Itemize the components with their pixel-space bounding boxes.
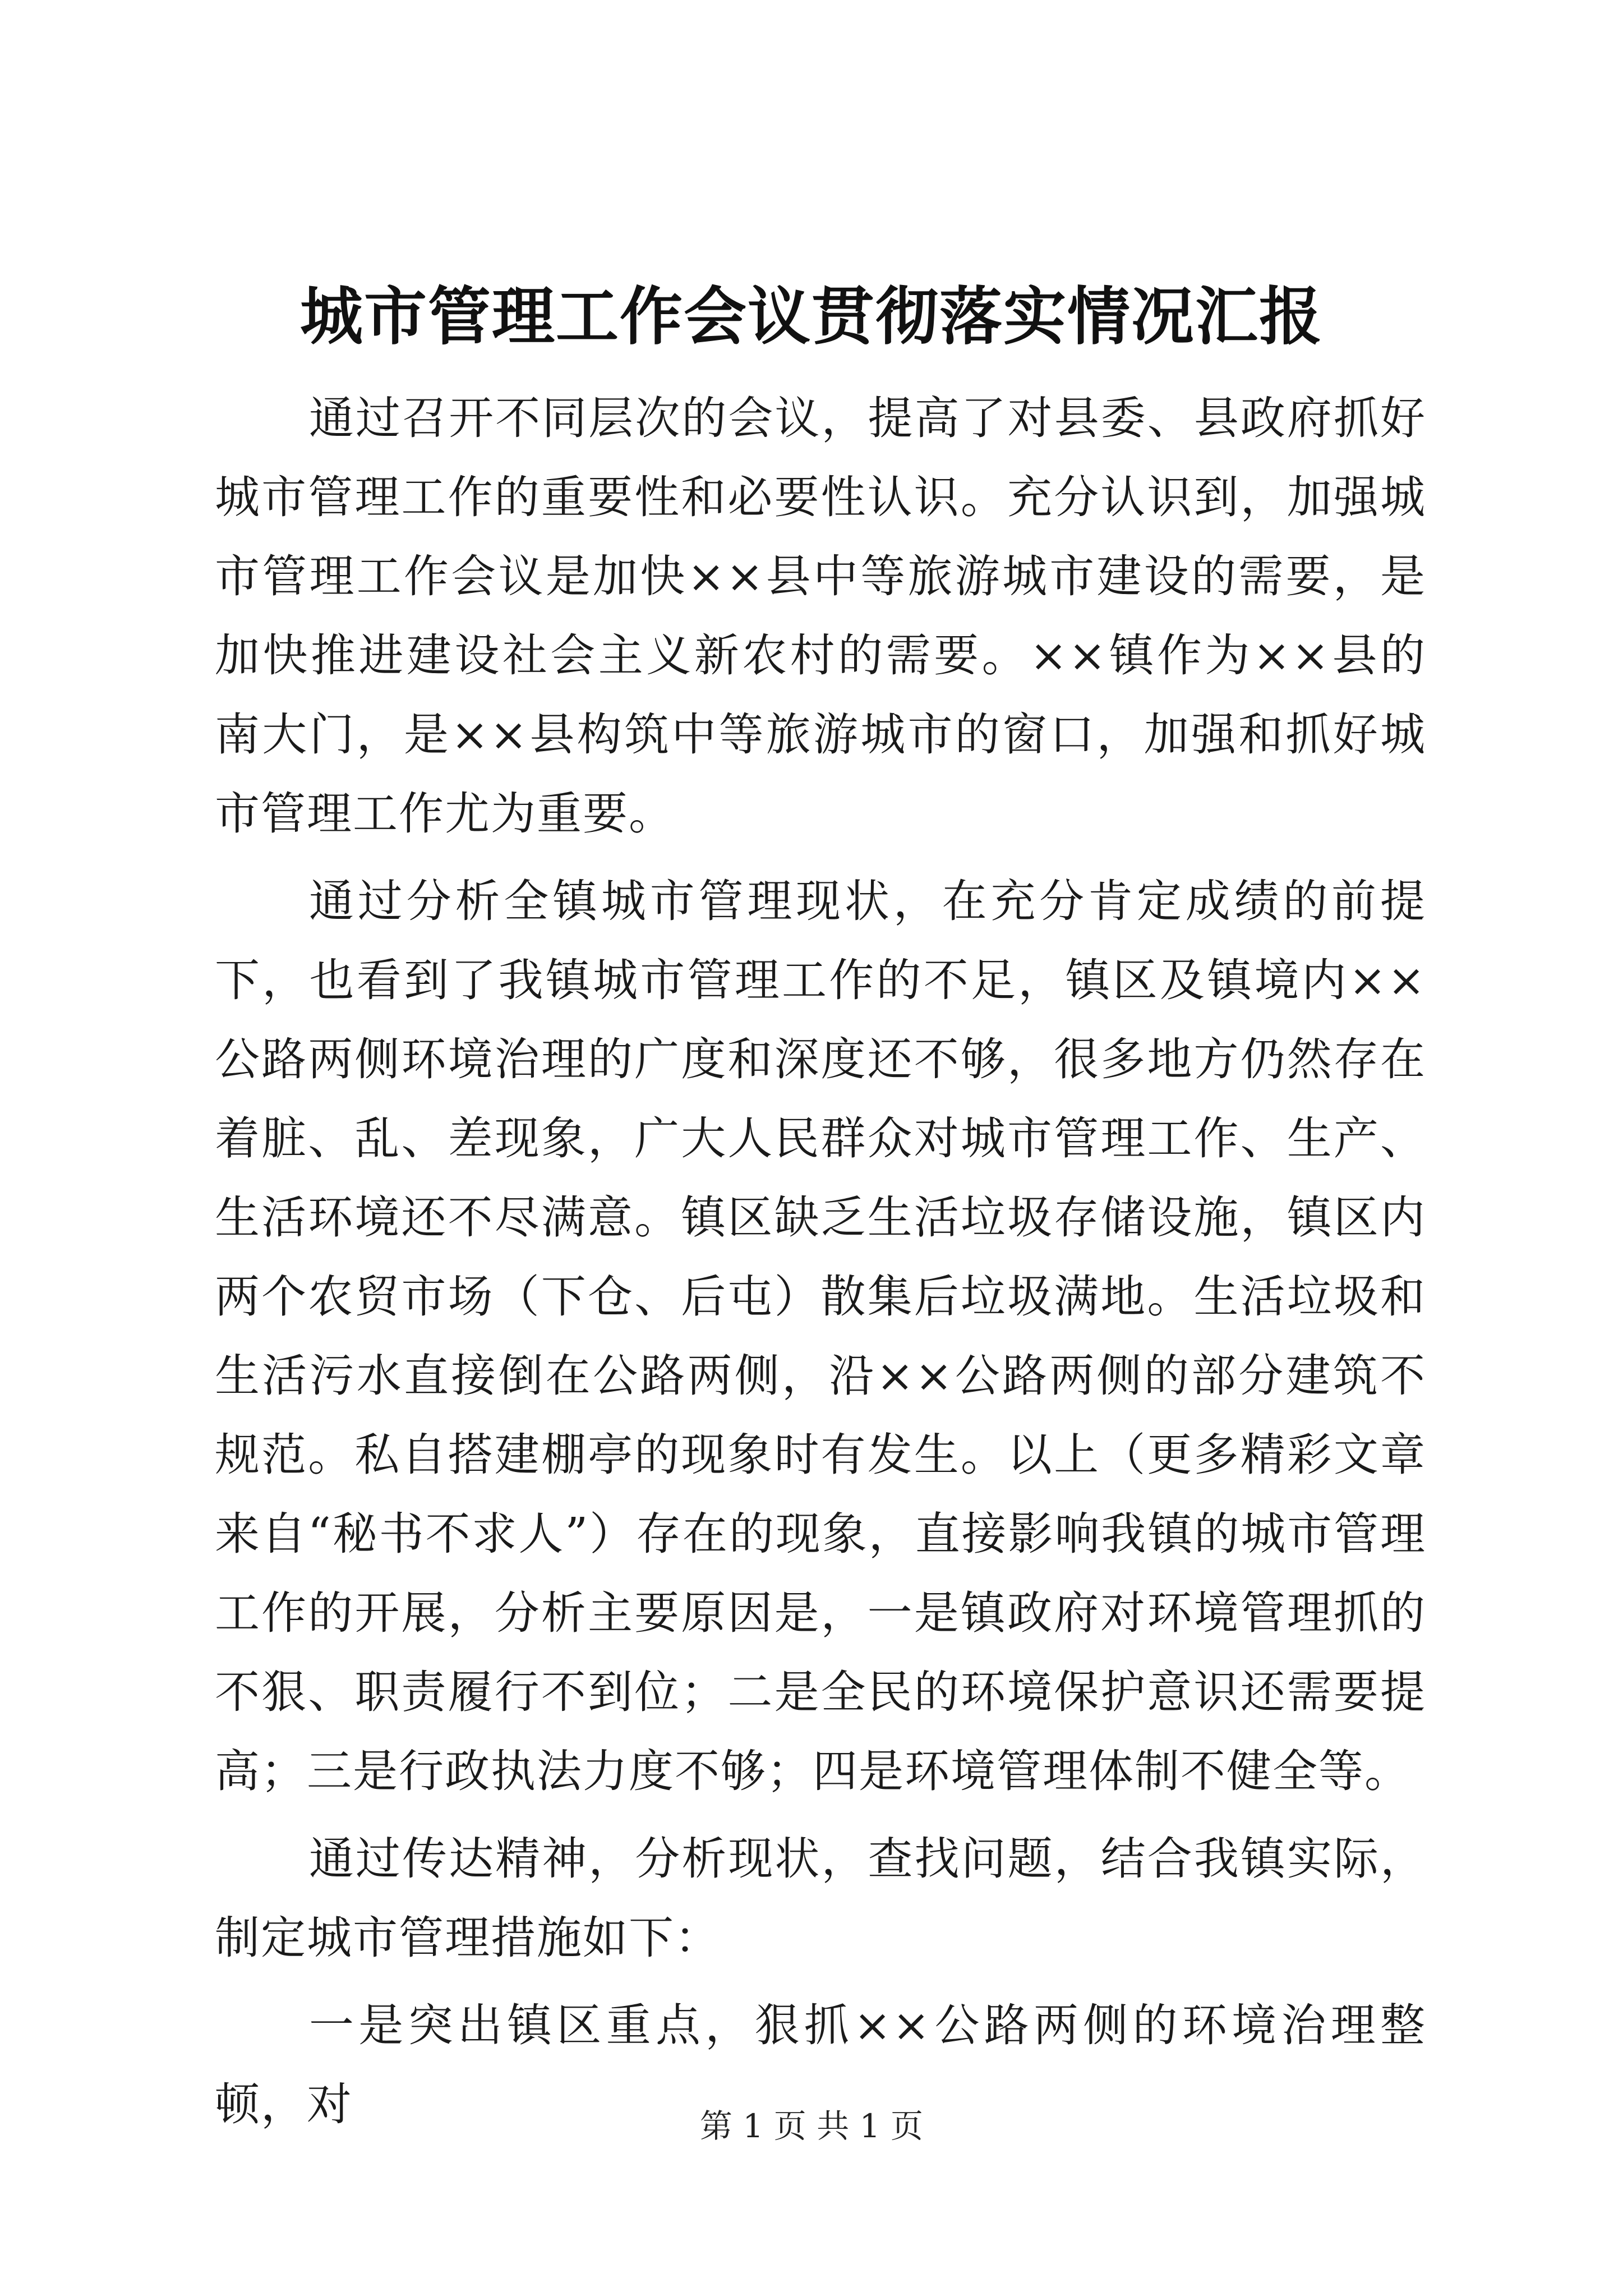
document-title: 城市管理工作会议贯彻落实情况汇报 [300, 280, 1323, 353]
page-number-footer: 第 1 页 共 1 页 [700, 2107, 923, 2145]
paragraph-1: 通过召开不同层次的会议，提高了对县委、县政府抓好城市管理工作的重要性和必要性认识。充分认识到，加强城市管理工作会议是加快××县中等旅游城市建设的需要，是加快推进建设社会主义新农村的需要。××镇作为××县的南大门，是××县构筑中等旅游城市的窗口，加强和抓好城市管理工作尤为重要。 [215, 392, 1426, 840]
paragraph-4: 一是突出镇区重点，狠抓××公路两侧的环境治理整顿，对 [215, 1999, 1426, 2131]
paragraph-3: 通过传达精神，分析现状，查找问题，结合我镇实际，制定城市管理措施如下： [215, 1833, 1426, 1964]
document-body [215, 379, 1426, 2152]
paragraph-2: 通过分析全镇城市管理现状，在充分肯定成绩的前提下，也看到了我镇城市管理工作的不足，镇区及镇境内××公路两侧环境治理的广度和深度还不够，很多地方仍然存在着脏、乱、差现象，广大人民群众对城市管理工作、生产、生活环境还不尽满意。镇区缺乏生活垃圾存储设施，镇区内两个农贸市场（下仓、后屯）散集后垃圾满地。生活垃圾和生活污水直接倒在公路两侧，沿××公路两侧的部分建筑不规范。私自搭建棚亭的现象时有发生。以上（更多精彩文章来自“秘书不求人”）存在的现象，直接影响我镇的城市管理工作的开展，分析主要原因是，一是镇政府对环境管理抓的不狠、职责履行不到位；二是全民的环境保护意识还需要提高；三是行政执法力度不够；四是环境管理体制不健全等。 [215, 875, 1426, 1797]
